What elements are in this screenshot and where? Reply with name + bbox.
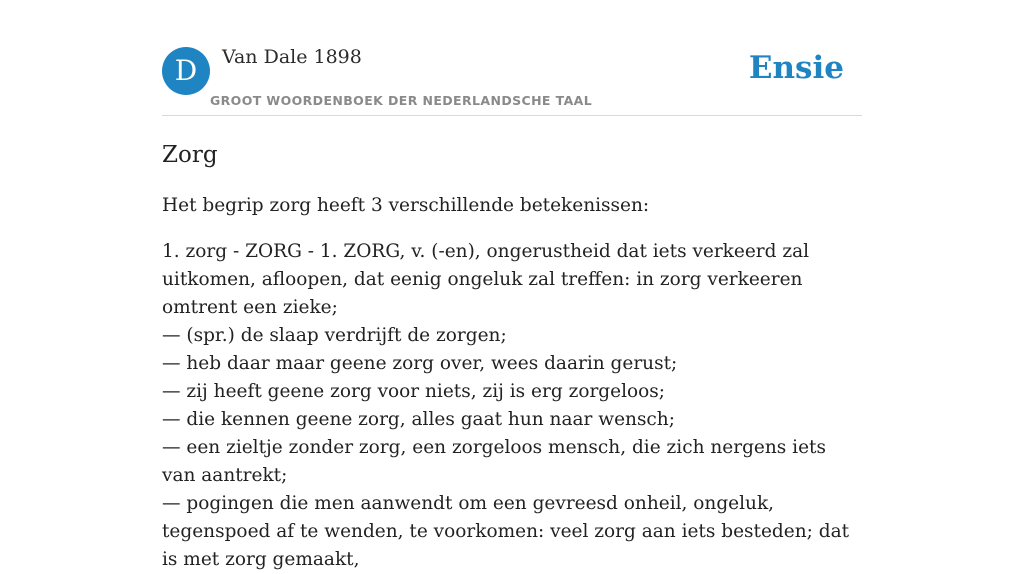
definition-line: — pogingen die men aanwendt om een gevreesd onheil, ongeluk, tegenspoed af te wenden, te voorkomen: veel zorg aan iets besteden; dat is met zorg gemaakt,: [162, 493, 850, 570]
definition-line: — die kennen geene zorg, alles gaat hun naar wensch;: [162, 409, 675, 430]
source-avatar[interactable]: D: [162, 47, 210, 95]
definition-line: 1. zorg - ZORG - 1. ZORG, v. (-en), ongerustheid dat iets verkeerd zal uitkomen, afloopen, dat eenig ongeluk zal treffen: in zorg verkeeren omtrent een zieke;: [162, 241, 810, 318]
definition-line: — een zieltje zonder zorg, een zorgeloos mensch, die zich nergens iets van aantrekt;: [162, 437, 826, 486]
page-title: Zorg: [162, 142, 218, 168]
definition-text: [162, 238, 862, 574]
entry-content: [162, 140, 862, 574]
definition-line: — zij heeft geene zorg voor niets, zij is erg zorgeloos;: [162, 381, 666, 402]
source-title[interactable]: Van Dale 1898: [222, 46, 362, 68]
definition-line: — (spr.) de slaap verdrijft de zorgen;: [162, 325, 507, 346]
definition-line: — heb daar maar geene zorg over, wees daarin gerust;: [162, 353, 678, 374]
source-subtitle: GROOT WOORDENBOEK DER NEDERLANDSCHE TAAL: [210, 93, 593, 108]
entry-intro: Het begrip zorg heeft 3 verschillende betekenissen:: [162, 195, 650, 216]
brand-logo-link[interactable]: Ensie: [748, 50, 844, 86]
header: [162, 0, 862, 116]
